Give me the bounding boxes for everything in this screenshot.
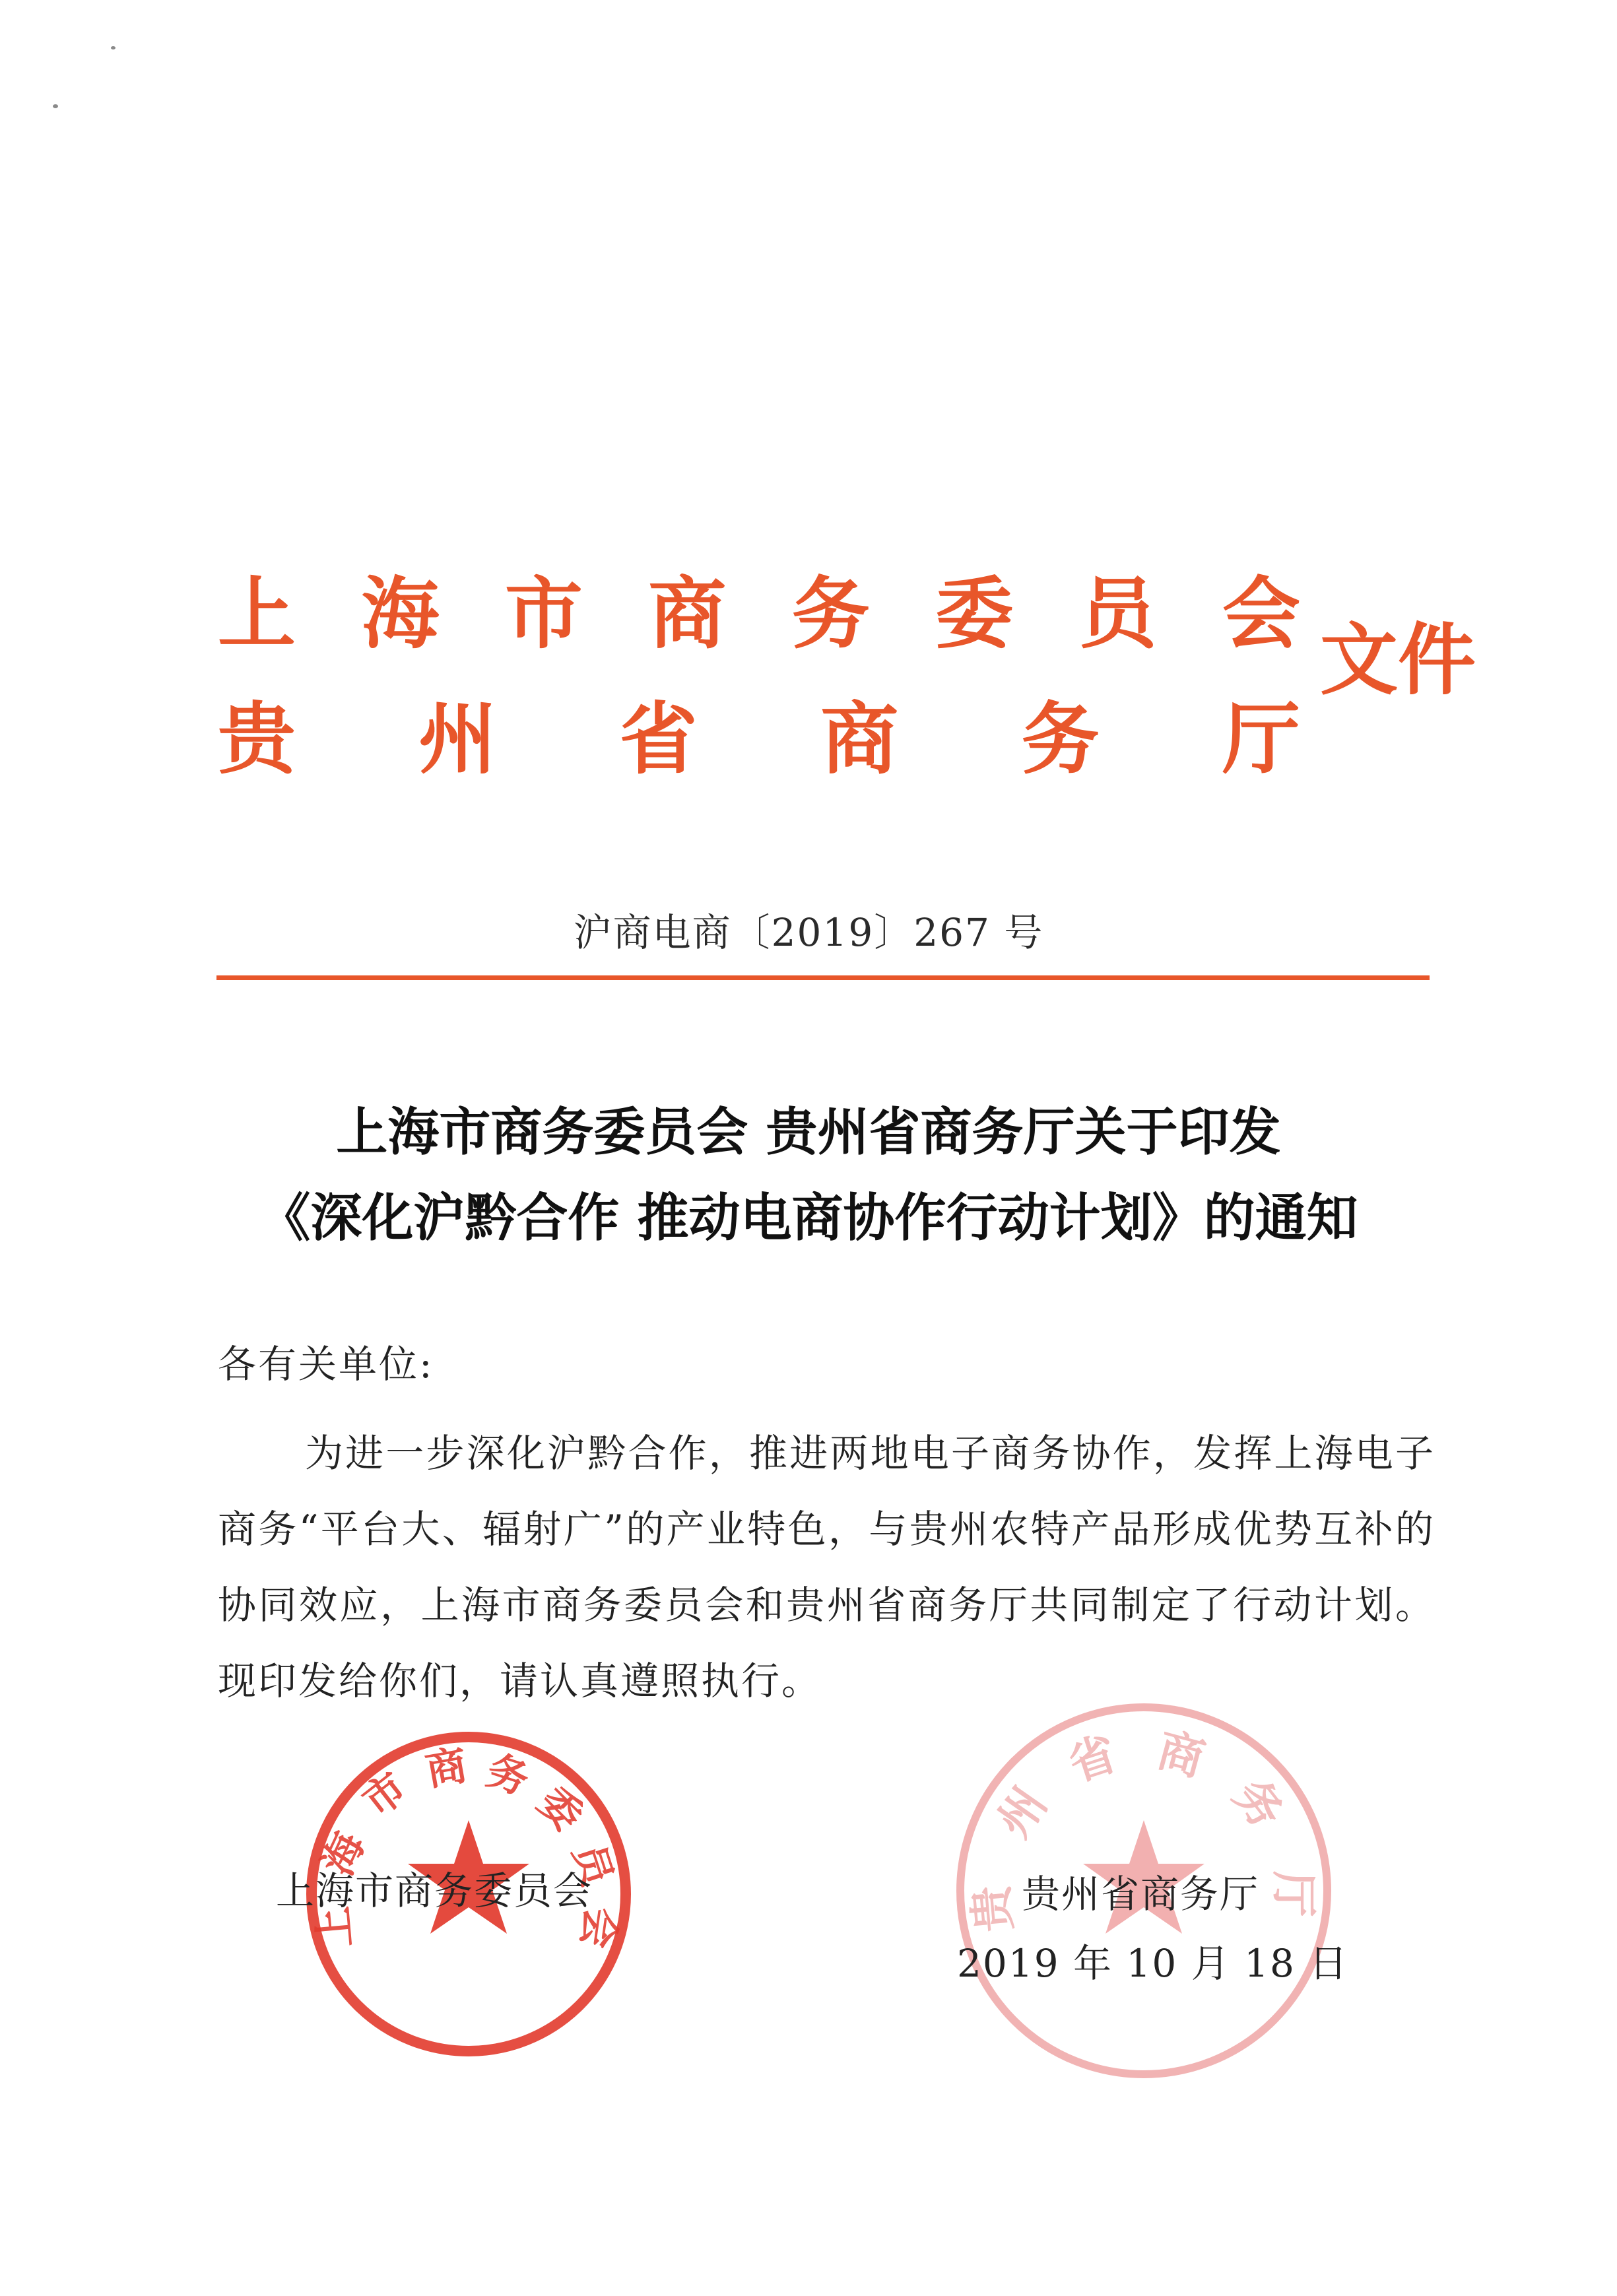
notice-title-line-1: 上海市商务委员会 贵州省商务厅关于印发 <box>336 1102 1281 1162</box>
letterhead-line-2 <box>218 694 1300 785</box>
letterhead-char: 海 <box>361 568 440 659</box>
letterhead-char: 州 <box>418 694 497 785</box>
svg-text:贵: 贵 <box>964 1883 1022 1934</box>
scan-speck <box>111 46 116 49</box>
letterhead-char: 员 <box>1078 568 1157 659</box>
svg-text:省: 省 <box>1062 1726 1123 1792</box>
document-number: 沪商电商〔2019〕267 号 <box>573 910 1044 955</box>
letterhead-line-1 <box>218 568 1300 659</box>
svg-text:商: 商 <box>1151 1722 1210 1787</box>
letterhead-char: 务 <box>1021 694 1100 785</box>
scan-speck <box>53 104 58 108</box>
letterhead-char: 省 <box>619 694 698 785</box>
red-divider-rule <box>216 975 1430 980</box>
svg-text:海: 海 <box>313 1825 374 1883</box>
svg-text:委: 委 <box>529 1777 592 1841</box>
body-paragraph: 为进一步深化沪黔合作，推进两地电子商务协作，发挥上海电子商务“平台大、辐射广”的产业特色，与贵州农特产品形成优势互补的协同效应，上海市商务委员会和贵州省商务厅共同制定了行动计划。现印发给你们，请认真遵照执行。 <box>218 1431 1436 1703</box>
svg-text:务: 务 <box>1223 1769 1294 1839</box>
svg-text:厅: 厅 <box>1267 1871 1321 1917</box>
svg-text:员: 员 <box>564 1837 622 1892</box>
svg-text:上: 上 <box>308 1904 360 1950</box>
letterhead-char: 会 <box>1222 568 1300 659</box>
letterhead-doc-type: 文件 <box>1320 614 1476 705</box>
letterhead-char: 厅 <box>1222 694 1300 785</box>
svg-text:会: 会 <box>572 1904 626 1952</box>
notice-title-line-2: 《深化沪黔合作 推动电商协作行动计划》的通知 <box>259 1188 1358 1248</box>
letterhead-char: 商 <box>820 694 899 785</box>
letterhead-char: 商 <box>648 568 727 659</box>
signer-shanghai: 上海市商务委员会 <box>276 1868 593 1913</box>
salutation: 各有关单位: <box>218 1342 434 1387</box>
svg-text:商: 商 <box>422 1740 471 1796</box>
svg-text:市: 市 <box>353 1763 416 1826</box>
letterhead-char: 贵 <box>218 694 296 785</box>
letterhead-char: 委 <box>935 568 1014 659</box>
letterhead-char: 上 <box>218 568 296 659</box>
letterhead-char: 市 <box>504 568 583 659</box>
svg-text:州: 州 <box>986 1778 1058 1847</box>
issue-date: 2019 年 10 月 18 日 <box>957 1941 1349 1986</box>
signer-guizhou: 贵州省商务厅 <box>1022 1872 1260 1917</box>
letterhead-char: 务 <box>791 568 870 659</box>
svg-text:务: 务 <box>480 1746 535 1804</box>
